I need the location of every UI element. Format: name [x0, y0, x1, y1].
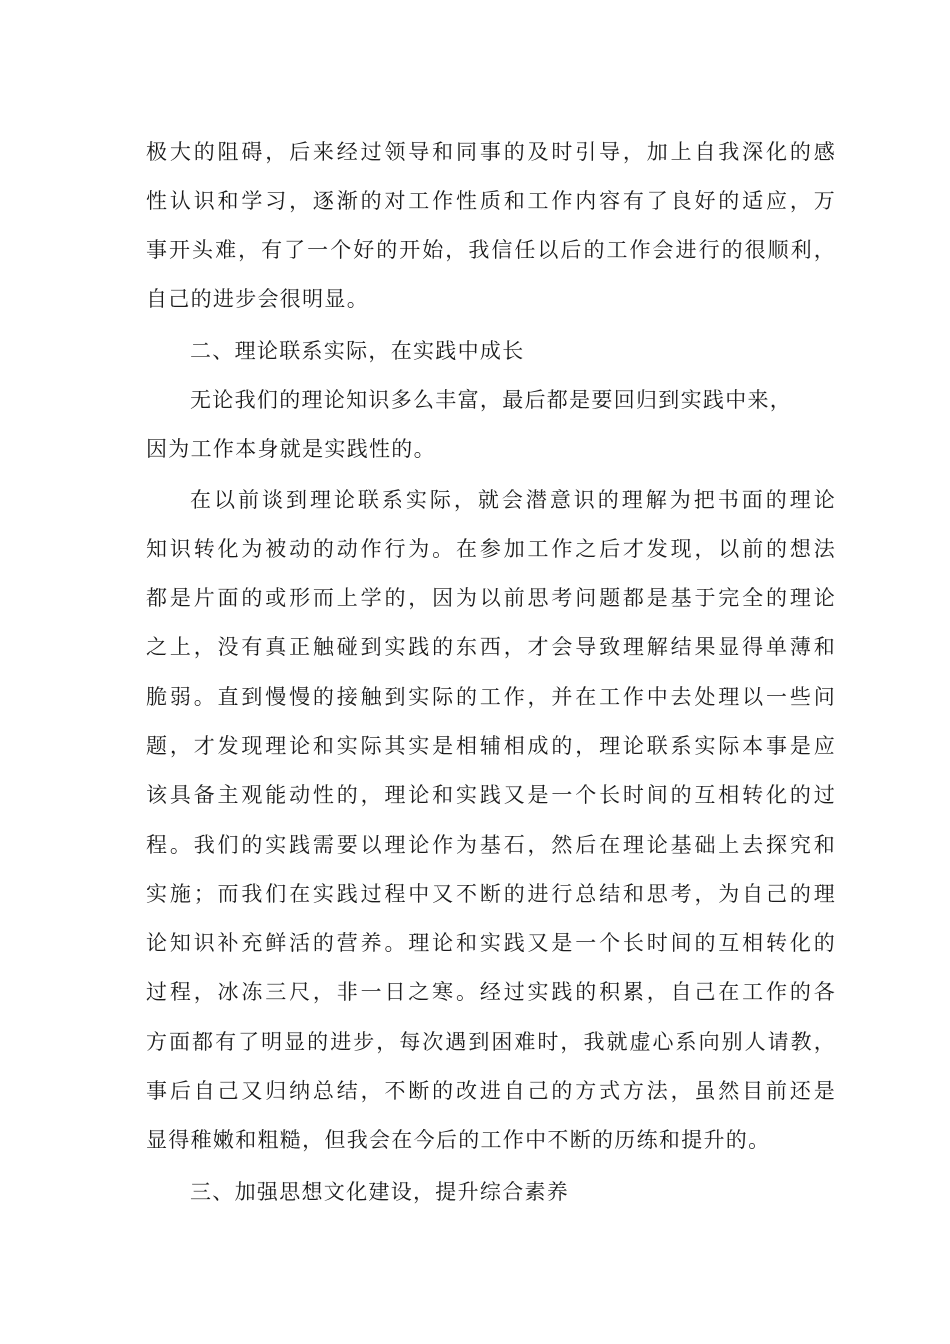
body-text-line: 显得稚嫩和粗糙，但我会在今后的工作中不断的历练和提升的。: [146, 1128, 771, 1152]
body-text-line: 方面都有了明显的进步，每次遇到困难时，我就虚心系向别人请教，: [146, 1030, 836, 1054]
body-text-line: 知识转化为被动的动作行为。在参加工作之后才发现，以前的想法: [146, 537, 836, 561]
body-text-line: 过程，冰冻三尺，非一日之寒。经过实践的积累，自己在工作的各: [146, 980, 836, 1004]
body-text-line: 程。我们的实践需要以理论作为基石，然后在理论基础上去探究和: [146, 833, 836, 857]
body-text-line: 自己的进步会很明显。: [146, 287, 369, 311]
body-text-line: 在以前谈到理论联系实际，就会潜意识的理解为把书面的理论: [190, 488, 836, 512]
body-text-line: 论知识补充鲜活的营养。理论和实践又是一个长时间的互相转化的: [146, 931, 836, 955]
section-heading: 三、加强思想文化建设，提升综合素养: [190, 1180, 570, 1204]
body-text-line: 事后自己又归纳总结，不断的改进自己的方式方法，虽然目前还是: [146, 1079, 836, 1103]
section-heading: 二、理论联系实际，在实践中成长: [190, 339, 525, 363]
body-text-line: 脆弱。直到慢慢的接触到实际的工作，并在工作中去处理以一些问: [146, 685, 836, 709]
body-text-line: 因为工作本身就是实践性的。: [146, 437, 436, 461]
body-text-line: 该具备主观能动性的，理论和实践又是一个长时间的互相转化的过: [146, 783, 836, 807]
body-text-line: 题，才发现理论和实际其实是相辅相成的，理论联系实际本事是应: [146, 734, 836, 758]
body-text-line: 事开头难，有了一个好的开始，我信任以后的工作会进行的很顺利，: [146, 238, 836, 262]
body-text-line: 无论我们的理论知识多么丰富，最后都是要回归到实践中来，: [190, 388, 793, 412]
body-text-line: 之上，没有真正触碰到实践的东西，才会导致理解结果显得单薄和: [146, 635, 836, 659]
body-text-line: 都是片面的或形而上学的，因为以前思考问题都是基于完全的理论: [146, 586, 836, 610]
body-text-line: 性认识和学习，逐渐的对工作性质和工作内容有了良好的适应，万: [146, 189, 836, 213]
body-text-line: 实施；而我们在实践过程中又不断的进行总结和思考，为自己的理: [146, 882, 836, 906]
body-text-line: 极大的阻碍，后来经过领导和同事的及时引导，加上自我深化的感: [146, 140, 836, 164]
